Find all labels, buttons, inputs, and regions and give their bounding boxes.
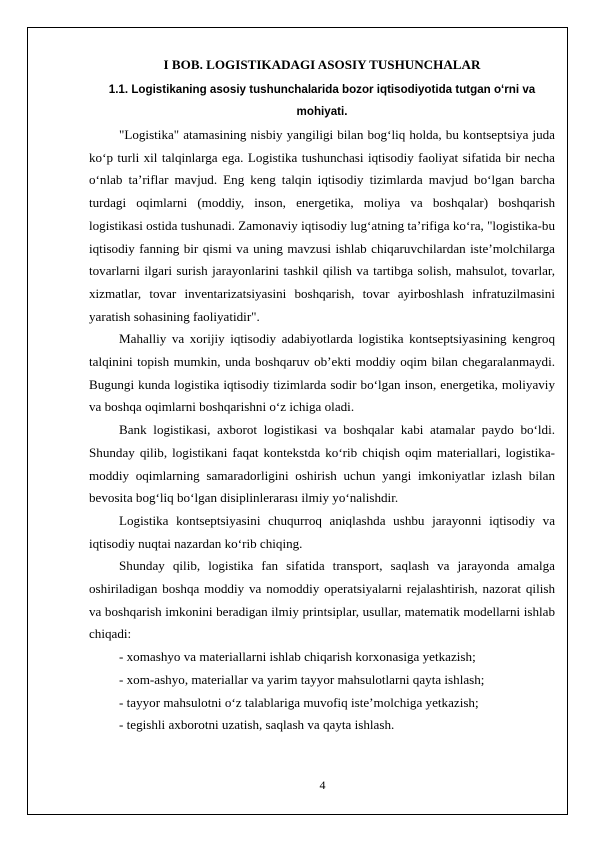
document-body xyxy=(89,57,555,737)
paragraph-2: Mahalliy va xorijiy iqtisodiy adabiyotlarda logistika kontseptsiyasining kengroq talqinini topish mumkin, unda boshqaruv ob’ekti moddiy oqim bilan chegaralanmaydi. Bugungi kunda logistika iqtisodiy tizimlarda sodir bo‘lgan inson, energetika, moliyaviy va boshqa oqimlarni boshqarishni o‘z ichiga oladi. xyxy=(89,331,555,415)
section-title-line-1: 1.1. Logistikaning asosiy tushunchalarida bozor iqtisodiyotida tutgan o‘rni va xyxy=(108,83,536,96)
chapter-title: I BOB. LOGISTIKADAGI ASOSIY TUSHUNCHALAR xyxy=(163,57,481,72)
list-item: - tegishli axborotni uzatish, saqlash va qayta ishlash. xyxy=(119,717,395,733)
list-item: - xom-ashyo, materiallar va yarim tayyor mahsulotlarni qayta ishlash; xyxy=(119,671,485,687)
paragraph-3: Bank logistikasi, axborot logistikasi va boshqalar kabi atamalar paydo bo‘ldi. Shunday qilib, logistikani faqat kontekstda ko‘rib chiqish oqim materiallari, logistika-moddiy oqimlarning samaradorligini oshirish uchun yangi imkoniyatlar izlash bilan bevosita bog‘liq bo‘lgan disiplinlerarası ilmiy yo‘nalishdir. xyxy=(89,422,555,506)
list-item: - xomashyo va materiallarni ishlab chiqarish korxonasiga yetkazish; xyxy=(119,649,476,665)
paragraph-4: Logistika kontseptsiyasini chuqurroq aniqlashda ushbu jarayonni iqtisodiy va iqtisodiy nuqtai nazardan ko‘rib chiqing. xyxy=(89,512,555,551)
section-title xyxy=(89,79,555,123)
list-item: - tayyor mahsulotni o‘z talablariga muvofiq iste’molchiga yetkazish; xyxy=(119,694,479,710)
page-number: 4 xyxy=(319,778,326,792)
paragraph-1: "Logistika" atamasining nisbiy yangiligi bilan bog‘liq holda, bu kontseptsiya juda ko‘p turli xil talqinlarga ega. Logistika tushunchasi iqtisodiy faoliyat sifatida bir necha o‘nlab ta’riflar mavjud. Eng keng talqin iqtisodiy tizimlarda mavjud bo‘lgan barcha turdagi oqimlarni (moddiy, inson, energetika, moliya va boshqalar) boshqarish logistikasi ostida tushunadi. Zamonaviy iqtisodiy lug‘atning ta’rifiga ko‘ra, "logistika-bu iqtisodiy fanning bir qismi va uning mavzusi ishlab chiqaruvchilardan iste’molchilarga tovarlarni ilgari surish jarayonlarini tashkil qilish va tartibga solish, mahsulot, tovarlar, xizmatlar, tovar inventarizatsiyasini boshqarish, tovar ayirboshlash infratuzilmasini yaratish sohasining faoliyatidir". xyxy=(89,127,555,324)
paragraph-5: Shunday qilib, logistika fan sifatida transport, saqlash va jarayonda amalga oshiriladigan boshqa moddiy va nomoddiy operatsiyalarni rejalashtirish, nazorat qilish va boshqarish imkonini beradigan ilmiy printsiplar, usullar, matematik modellarni ishlab chiqadi: xyxy=(89,558,555,642)
section-title-line-2: mohiyati. xyxy=(296,105,348,118)
